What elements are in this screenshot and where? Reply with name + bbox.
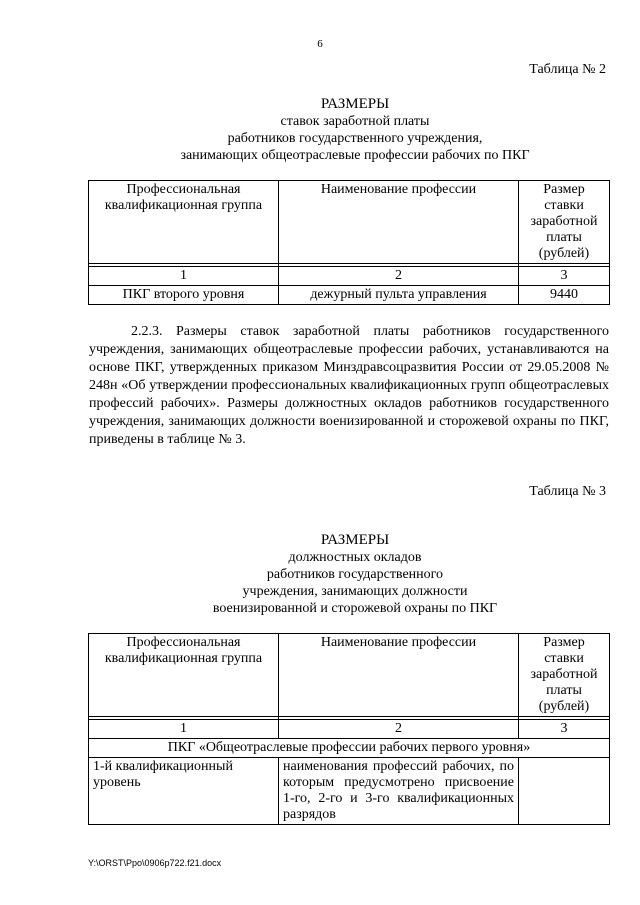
col-number: 1 <box>89 267 279 286</box>
table3-number-row <box>89 720 610 739</box>
section-title: ПКГ «Общеотраслевые профессии рабочих первого уровня» <box>89 739 610 758</box>
table2-heading-line: работников государственного учреждения, <box>227 131 483 146</box>
header-text: ставки <box>544 651 584 666</box>
page-number: 6 <box>317 38 323 50</box>
col-number: 3 <box>519 720 610 739</box>
table2-label: Таблица № 2 <box>529 62 606 77</box>
header-text: заработной <box>530 214 598 229</box>
table3 <box>88 633 610 825</box>
table2-header-rate <box>519 181 610 264</box>
col-number: 3 <box>519 267 610 286</box>
header-text: (рублей) <box>538 699 590 714</box>
header-text: Размер <box>543 182 585 197</box>
table2-header-group <box>89 181 279 264</box>
paragraph-2-2-3: 2.2.3. Размеры ставок заработной платы работников государственного учреждения, занимающих общеотраслевые профессии рабочих, устанавливаются на основе ПКГ, утвержденных приказом Минздравсоцразвития России от 29.05.2008 № 248н «Об утверждении профессиональных квалификационных групп общеотраслевых профессий рабочих». Размеры должностных окладов работников государственного учреждения, занимающих должности военизированной и сторожевой охраны по ПКГ, приведены в таблице № 3. <box>89 324 609 447</box>
cell-rate <box>519 758 610 825</box>
table3-heading-line: должностных окладов <box>288 550 422 565</box>
table3-header-row <box>89 634 610 717</box>
table2-heading-line: занимающих общеотраслевые профессии рабочих по ПКГ <box>180 148 530 163</box>
table3-header-profession: Наименование профессии <box>279 634 519 717</box>
table2-header-row <box>89 181 610 264</box>
table2-heading-title: РАЗМЕРЫ <box>320 96 390 112</box>
header-text: платы <box>546 230 582 245</box>
table3-heading-title: РАЗМЕРЫ <box>320 532 390 548</box>
header-text: Размер <box>543 635 585 650</box>
col-number: 2 <box>279 267 519 286</box>
table2-number-row <box>89 267 610 286</box>
cell-group: 1-й квалификационный уровень <box>89 758 279 825</box>
table-row <box>89 286 610 305</box>
header-text: квалификационная группа <box>104 198 263 213</box>
header-text: квалификационная группа <box>104 651 263 666</box>
table3-heading-line: работников государственного <box>266 567 444 582</box>
cell-profession: наименования профессий рабочих, по которым предусмотрено присвоение 1-го, 2-го и 3-го квалификационных разрядов <box>279 758 519 825</box>
col-number: 2 <box>279 720 519 739</box>
cell-profession: дежурный пульта управления <box>279 286 519 305</box>
table3-label: Таблица № 3 <box>529 484 606 499</box>
cell-group: ПКГ второго уровня <box>89 286 279 305</box>
table-row <box>89 758 610 825</box>
header-text: заработной <box>530 667 598 682</box>
cell-rate: 9440 <box>519 286 610 305</box>
table2-heading-line: ставок заработной платы <box>280 114 430 129</box>
table3-header-rate <box>519 634 610 717</box>
header-text: (рублей) <box>538 246 590 261</box>
table3-section-row <box>89 739 610 758</box>
table2-header-profession: Наименование профессии <box>279 181 519 264</box>
header-text: платы <box>546 683 582 698</box>
header-text: Профессиональная <box>126 182 241 197</box>
table3-heading-line: учреждения, занимающих должности <box>242 584 468 599</box>
table2-heading <box>60 96 640 164</box>
table3-header-group <box>89 634 279 717</box>
header-text: ставки <box>544 198 584 213</box>
table3-heading-line: военизированной и сторожевой охраны по ПКГ <box>212 601 498 616</box>
col-number: 1 <box>89 720 279 739</box>
file-path-footer: Y:\ORST\Ppo\0906p722.f21.docx <box>88 858 222 868</box>
table3-heading <box>60 532 640 617</box>
table2 <box>88 180 610 305</box>
header-text: Профессиональная <box>126 635 241 650</box>
